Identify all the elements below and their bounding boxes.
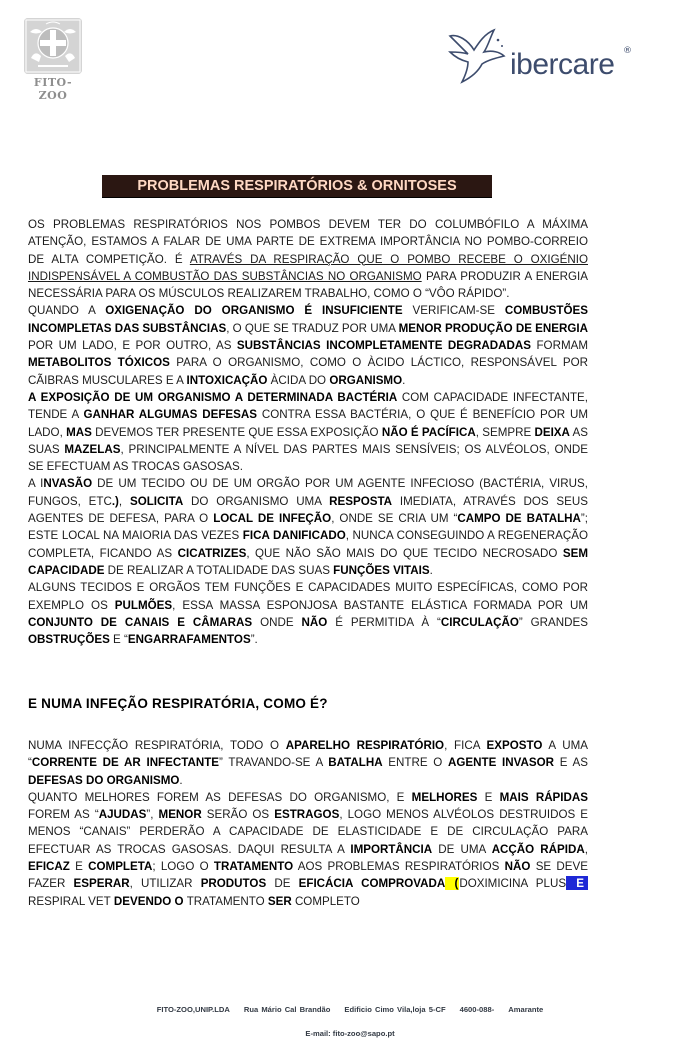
product-respiral-vet: E <box>566 876 588 890</box>
section-problems <box>28 216 588 648</box>
registered-mark: ® <box>623 46 632 56</box>
fito-zoo-emblem-icon <box>24 18 82 74</box>
fito-zoo-logo <box>20 18 86 102</box>
footer-company: FITO-ZOO,UNIP.LDA <box>156 1005 230 1014</box>
paragraph-lungs: ALGUNS TECIDOS E ORGÃOS TEM FUNÇÕES E CAPACIDADES MUITO ESPECÍFICAS, COMO POR EXEMPLO OS PULMÕES, ESSA MASSA ESPONJOSA BASTANTE ELÁSTICA FORMADA POR UM CONJUNTO DE CANAIS E CÂMARAS ONDE NÃO É PERMITIDA À “CIRCULAÇÃO” GRANDES OBSTRUÇÕES E “ENGARRAFAMENTOS”. <box>28 581 589 647</box>
paragraph-respiratory-infection: NUMA INFECÇÃO RESPIRATÓRIA, TODO O APARELHO RESPIRATÓRIO, FICA EXPOSTO A UMA “CORRENTE DE AR INFECTANTE” TRAVANDO-SE A BATALHA ENTRE O AGENTE INVASOR E AS DEFESAS DO ORGANISMO. <box>28 739 589 787</box>
footer-street: Rua Mário Cal Brandão <box>243 1005 331 1014</box>
footer-address <box>0 1005 700 1014</box>
ibercare-logo <box>444 26 644 86</box>
dove-icon <box>444 26 510 86</box>
footer-email[interactable]: E-mail: fito-zoo@sapo.pt <box>305 1029 395 1038</box>
product-doximicina-plus: ( <box>446 877 459 891</box>
paragraph-treatment: QUANTO MELHORES FOREM AS DEFESAS DO ORGANISMO, E MELHORES E MAIS RÁPIDAS FOREM AS “AJUDAS”, MENOR SERÃO OS ESTRAGOS, LOGO MENOS ALVÉOLOS DESTRUIDOS E MENOS “CANAIS” PERDERÃO A CAPACIDADE DE ELASTICIDADE E DE CIRCULAÇÃO PARA EFECTUAR AS TROCAS GASOSAS. DAQUI RESULTA A IMPORTÂNCIA DE UMA ACÇÃO RÁPIDA, EFICAZ E COMPLETA; LOGO O TRATAMENTO AOS PROBLEMAS RESPIRATÓRIOS NÃO SE DEVE FAZER ESPERAR, UTILIZAR PRODUTOS DE EFICÁCIA COMPROVADA (DOXIMICINA PLUS E RESPIRAL VET DEVENDO O TRATAMENTO SER COMPLETO <box>28 790 589 908</box>
footer-postcode: 4600-088- <box>459 1005 495 1014</box>
paragraph-oxygenation: QUANDO A OXIGENAÇÃO DO ORGANISMO É INSUFICIENTE VERIFICAM-SE COMBUSTÕES INCOMPLETAS DAS SUBSTÂNCIAS, O QUE SE TRADUZ POR UMA MENOR PRODUÇÃO DE ENERGIA POR UM LADO, E POR OUTRO, AS SUBSTÂNCIAS INCOMPLETAMENTE DEGRADADAS FORMAM METABOLITOS TÓXICOS PARA O ORGANISMO, COMO O ÀCIDO LÁCTICO, RESPONSÁVEL POR CÃIBRAS MUSCULARES E A INTOXICAÇÃO ÀCIDA DO ORGANISMO. <box>28 304 589 387</box>
section-infection <box>28 737 588 910</box>
fito-zoo-wordmark: FITO-ZOO <box>33 76 73 102</box>
paragraph-exposure: A EXPOSIÇÃO DE UM ORGANISMO A DETERMINADA BACTÉRIA COM CAPACIDADE INFECTANTE, TENDE A GANHAR ALGUMAS DEFESAS CONTRA ESSA BACTÉRIA, O QUE É BENEFÍCIO POR UM LADO, MAS DEVEMOS TER PRESENTE QUE ESSA EXPOSIÇÃO NÃO É PACÍFICA, SEMPRE DEIXA AS SUAS MAZELAS, PRINCIPALMENTE A NÍVEL DAS PARTES MAIS SENSÍVEIS; OS ALVÉOLOS, ONDE SE EFECTUAM AS TROCAS GASOSAS. <box>28 390 588 474</box>
footer-city: Amarante <box>508 1005 544 1014</box>
paragraph-intro: OS PROBLEMAS RESPIRATÓRIOS NOS POMBOS DEVEM TER DO COLUMBÓFILO A MÁXIMA ATENÇÃO, ESTAMOS A FALAR DE UMA PARTE DE EXTREMA IMPORTÂNCIA NO POMBO-CORREIO DE ALTA COMPETIÇÃO. É ATRAVÉS DA RESPIRAÇÃO QUE O POMBO RECEBE O OXIGÉNIO INDISPENSÁVEL A COMBUSTÃO DAS SUBSTÂNCIAS NO ORGANISMO PARA PRODUZIR A ENERGIA NECESSÁRIA PARA OS MÚSCULOS REALIZAREM TRABALHO, COMO O “VÔO RÁPIDO”. <box>28 218 588 301</box>
document-title: PROBLEMAS RESPIRATÓRIOS & ORNITOSES <box>102 175 492 198</box>
ibercare-wordmark: ibercare <box>510 48 615 81</box>
paragraph-invasion: A INVASÃO DE UM TECIDO OU DE UM ORGÃO POR UM AGENTE INFECIOSO (BACTÉRIA, VIRUS, FUNGOS, ETC.), SOLICITA DO ORGANISMO UMA RESPOSTA IMEDIATA, ATRAVÉS DOS SEUS AGENTES DE DEFESA, PARA O LOCAL DE INFEÇÃO, ONDE SE CRIA UM “CAMPO DE BATALHA”; ESTE LOCAL NA MAIORIA DAS VEZES FICA DANIFICADO, NUNCA CONSEGUINDO A REGENERAÇÃO COMPLETA, FICANDO AS CICATRIZES, QUE NÃO SÃO MAIS DO QUE TECIDO NECROSADO SEM CAPACIDADE DE REALIZAR A TOTALIDADE DAS SUAS FUNÇÕES VITAIS. <box>28 477 589 577</box>
section-heading-infection: E NUMA INFEÇÃO RESPIRATÓRIA, COMO É? <box>28 696 328 711</box>
footer-building: Edificio Cimo Vila,loja 5-CF <box>344 1005 446 1014</box>
